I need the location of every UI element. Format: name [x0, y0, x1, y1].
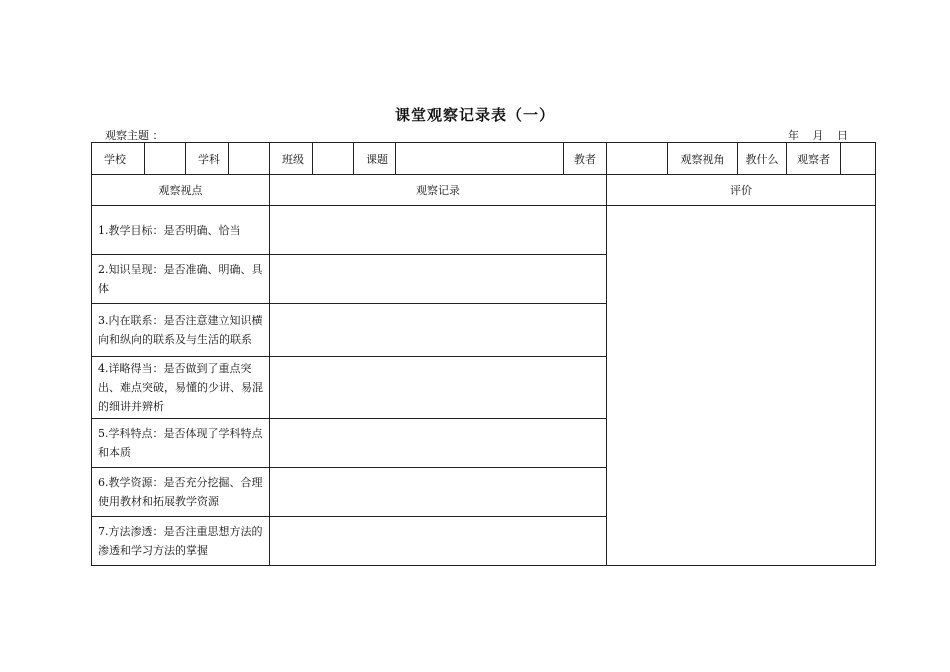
viewpoint-text: 2.知识呈现：是否准确、明确、具体 — [92, 255, 270, 304]
record-cell[interactable] — [270, 357, 607, 419]
perspective-label: 观察视角 — [668, 143, 738, 175]
viewpoint-text: 4.详略得当：是否做到了重点突出、难点突破，易懂的少讲、易混的细讲并辨析 — [92, 357, 270, 419]
evaluation-column-header: 评价 — [607, 175, 876, 206]
teach-what-label: 教什么 — [738, 143, 787, 175]
teacher-field[interactable] — [607, 143, 668, 175]
observation-table — [91, 142, 876, 566]
observer-field[interactable] — [841, 143, 876, 175]
page-title: 课堂观察记录表（一） — [394, 106, 555, 124]
observation-table-wrapper — [91, 142, 875, 566]
observation-topic-label: 观察主题 ： — [105, 129, 164, 142]
class-field[interactable] — [313, 143, 354, 175]
viewpoint-text: 7.方法渗透：是否注重思想方法的渗透和学习方法的掌握 — [92, 517, 270, 566]
class-label: 班级 — [270, 143, 313, 175]
viewpoint-column-header: 观察视点 — [92, 175, 270, 206]
viewpoint-text: 3.内在联系：是否注意建立知识横向和纵向的联系及与生活的联系 — [92, 304, 270, 357]
viewpoint-row — [92, 206, 876, 255]
record-cell[interactable] — [270, 255, 607, 304]
record-cell[interactable] — [270, 304, 607, 357]
subject-field[interactable] — [229, 143, 270, 175]
viewpoint-text: 1.教学目标：是否明确、恰当 — [92, 206, 270, 255]
school-field[interactable] — [145, 143, 186, 175]
observer-label: 观察者 — [787, 143, 841, 175]
subject-label: 学科 — [186, 143, 229, 175]
column-header-row — [92, 175, 876, 206]
date-label: 年 月 日 — [788, 129, 848, 142]
record-column-header: 观察记录 — [270, 175, 607, 206]
record-cell[interactable] — [270, 468, 607, 517]
lesson-topic-label: 课题 — [354, 143, 396, 175]
viewpoint-text: 5.学科特点：是否体现了学科特点和本质 — [92, 419, 270, 468]
teacher-label: 教者 — [564, 143, 607, 175]
record-cell[interactable] — [270, 206, 607, 255]
evaluation-cell[interactable] — [607, 206, 876, 566]
record-cell[interactable] — [270, 419, 607, 468]
record-cell[interactable] — [270, 517, 607, 566]
viewpoint-text: 6.教学资源：是否充分挖掘、合理使用教材和拓展教学资源 — [92, 468, 270, 517]
school-label: 学校 — [92, 143, 145, 175]
lesson-topic-field[interactable] — [396, 143, 564, 175]
info-header-row — [92, 143, 876, 175]
